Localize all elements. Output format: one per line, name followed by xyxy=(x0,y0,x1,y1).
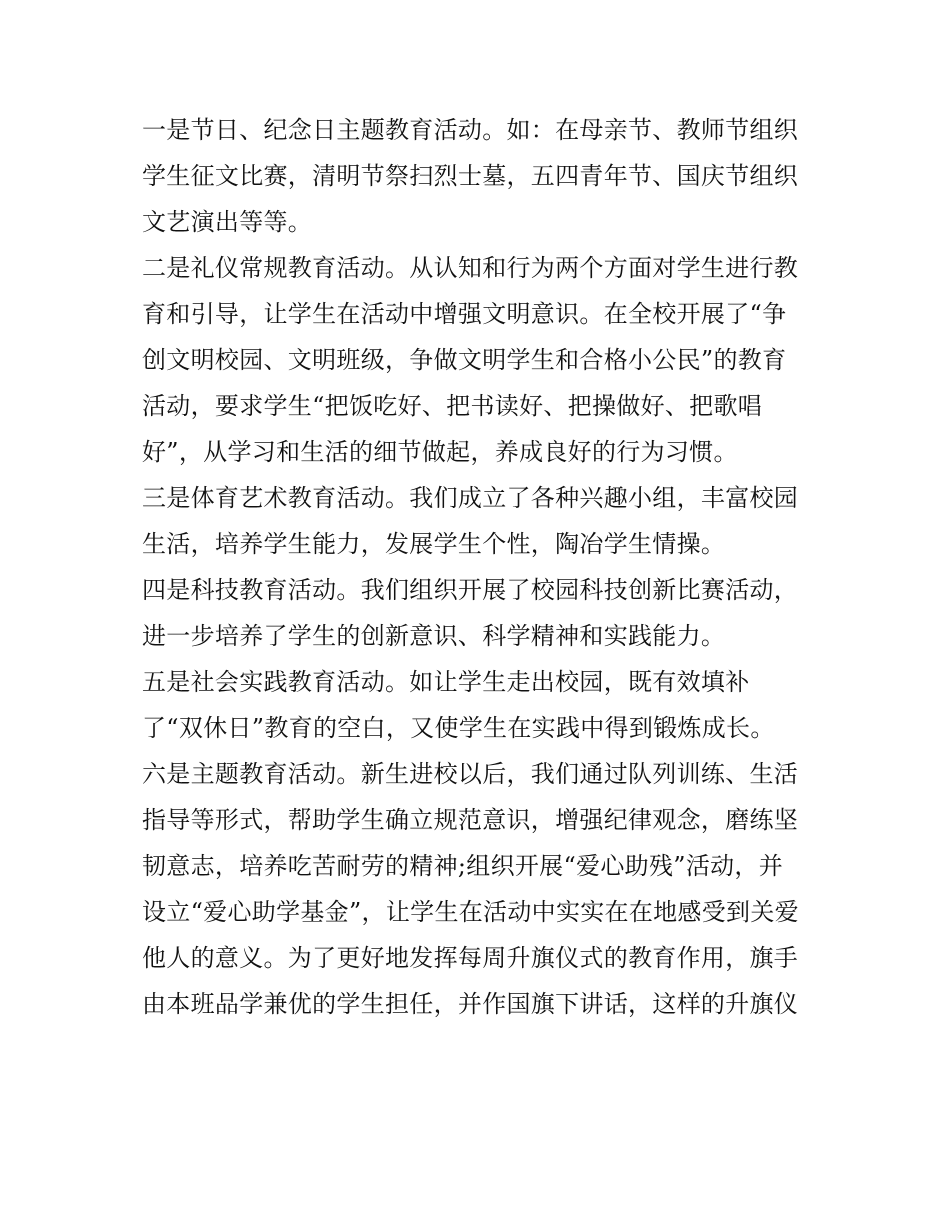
document-body xyxy=(142,107,822,1027)
text-line: 由本班品学兼优的学生担任，并作国旗下讲话，这样的升旗仪 xyxy=(142,990,799,1018)
text-line: 生活，培养学生能力，发展学生个性，陶冶学生情操。 xyxy=(142,530,726,558)
text-line: 五是社会实践教育活动。如让学生走出校园，既有效填补 xyxy=(142,668,750,696)
text-line: 一是节日、纪念日主题教育活动。如：在母亲节、教师节组织 xyxy=(142,116,799,144)
text-line: 四是科技教育活动。我们组织开展了校园科技创新比赛活动， xyxy=(142,576,799,604)
text-line: 六是主题教育活动。新生进校以后，我们通过队列训练、生活 xyxy=(142,760,799,788)
text-line: 设立“爱心助学基金”，让学生在活动中实实在在地感受到关爱 xyxy=(142,898,799,926)
text-line: 活动，要求学生“把饭吃好、把书读好、把操做好、把歌唱 xyxy=(142,392,763,420)
text-line: 指导等形式，帮助学生确立规范意识，增强纪律观念，磨练坚 xyxy=(142,806,799,834)
text-line: 学生征文比赛，清明节祭扫烈士墓，五四青年节、国庆节组织 xyxy=(142,162,799,190)
text-line: 文艺演出等等。 xyxy=(142,208,313,236)
text-line: 好”，从学习和生活的细节做起，养成良好的行为习惯。 xyxy=(142,438,738,466)
text-line: 他人的意义。为了更好地发挥每周升旗仪式的教育作用，旗手 xyxy=(142,944,799,972)
text-line: 三是体育艺术教育活动。我们成立了各种兴趣小组，丰富校园 xyxy=(142,484,799,512)
text-line: 进一步培养了学生的创新意识、科学精神和实践能力。 xyxy=(142,622,726,650)
text-line: 育和引导，让学生在活动中增强文明意识。在全校开展了“争 xyxy=(142,300,787,328)
text-line: 了“双休日”教育的空白，又使学生在实践中得到锻炼成长。 xyxy=(142,714,775,742)
text-line: 二是礼仪常规教育活动。从认知和行为两个方面对学生进行教 xyxy=(142,254,799,282)
text-line: 创文明校园、文明班级，争做文明学生和合格小公民”的教育 xyxy=(142,346,787,374)
text-line: 韧意志，培养吃苦耐劳的精神;组织开展“爱心助残”活动，并 xyxy=(142,852,784,880)
